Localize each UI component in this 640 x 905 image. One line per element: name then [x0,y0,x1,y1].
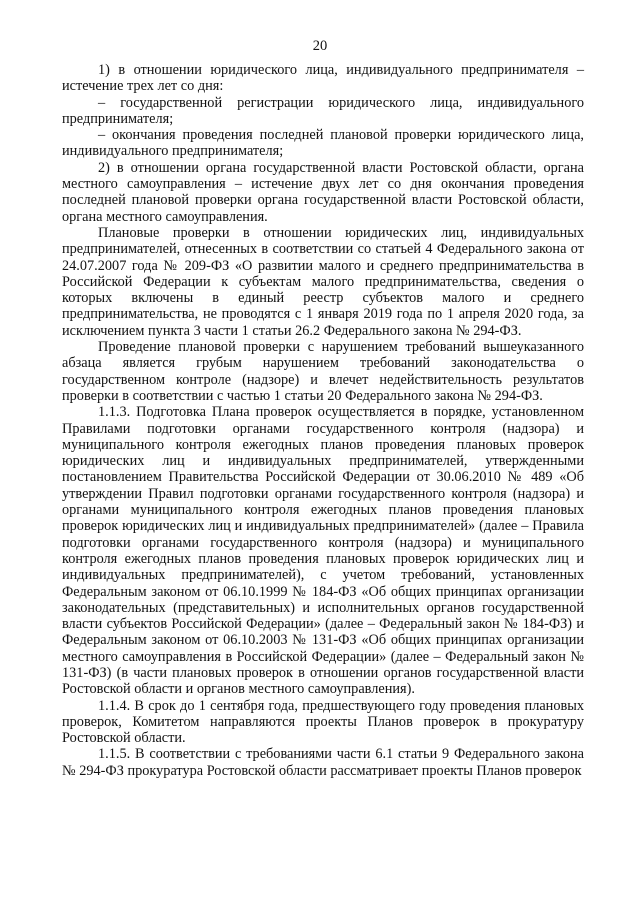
paragraph-1-1-5: 1.1.5. В соответствии с требованиями части 6.1 статьи 9 Федерального закона № 294-ФЗ прокуратура Ростовской области рассматривает проекты Планов проверок [62,746,584,779]
paragraph-state-registration: – государственной регистрации юридического лица, индивидуального предпринимателя; [62,94,584,127]
paragraph-1-1-3: 1.1.3. Подготовка Плана проверок осуществляется в порядке, установленном Правилами подготовки органами государственного контроля (надзора) и муниципального контроля ежегодных планов проведения плановых проверок юридических лиц и индивидуальных предпринимателей, утвержденными постановлением Правительства Российской Федерации от 30.06.2010 № 489 «Об утверждении Правил подготовки органами государственного контроля (надзора) и органами муниципального контроля ежегодных планов проведения плановых проверок юридических лиц и индивидуальных предпринимателей» (далее – Правила подготовки органами государственного контроля (надзора) и муниципального контроля ежегодных планов проведения плановых проверок юридических лиц и индивидуальных предпринимателей), с учетом требований, установленных Федеральным законом от 06.10.1999 № 184-ФЗ «Об общих принципах организации законодательных (представительных) и исполнительных органов государственной власти субъектов Российской Федерации» (далее – Федеральный закон № 184-ФЗ) и Федеральным законом от 06.10.2003 № 131-ФЗ «Об общих принципах организации местного самоуправления в Российской Федерации» (далее – Федеральный закон № 131-ФЗ) (в части плановых проверок в отношении органов государственной власти Ростовской области и органов местного самоуправления). [62,404,584,698]
paragraph-scheduled-inspections: Плановые проверки в отношении юридических лиц, индивидуальных предпринимателей, отнесенных в соответствии со статьей 4 Федерального закона от 24.07.2007 года № 209-ФЗ «О развитии малого и среднего предпринимательства в Российской Федерации к субъектам малого предпринимательства, сведения о которых включены в единый реестр субъектов малого и среднего предпринимательства, не проводятся с 1 января 2019 года по 1 апреля 2020 года, за исключением пункта 3 части 1 статьи 26.2 Федерального закона № 294-ФЗ. [62,224,584,339]
document-body [62,62,584,779]
paragraph-clause-2: 2) в отношении органа государственной власти Ростовской области, органа местного самоуправления – истечение двух лет со дня окончания проведения последней плановой проверки органа государственной власти Ростовской области, органа местного самоуправления. [62,159,584,225]
paragraph-gross-violation: Проведение плановой проверки с нарушением требований вышеуказанного абзаца является грубым нарушением требований законодательства о государственном контроле (надзоре) и влечет недействительность результатов проверки в соответствии с частью 1 статьи 20 Федерального закона № 294-ФЗ. [62,339,584,404]
page-number: 20 [312,38,328,54]
paragraph-clause-1: 1) в отношении юридического лица, индивидуального предпринимателя – истечение трех лет со дня: [62,62,584,95]
paragraph-last-inspection: – окончания проведения последней плановой проверки юридического лица, индивидуального предпринимателя; [62,127,584,160]
paragraph-1-1-4: 1.1.4. В срок до 1 сентября года, предшествующего году проведения плановых проверок, Комитетом направляются проекты Планов проверок в прокуратуру Ростовской области. [62,697,584,747]
